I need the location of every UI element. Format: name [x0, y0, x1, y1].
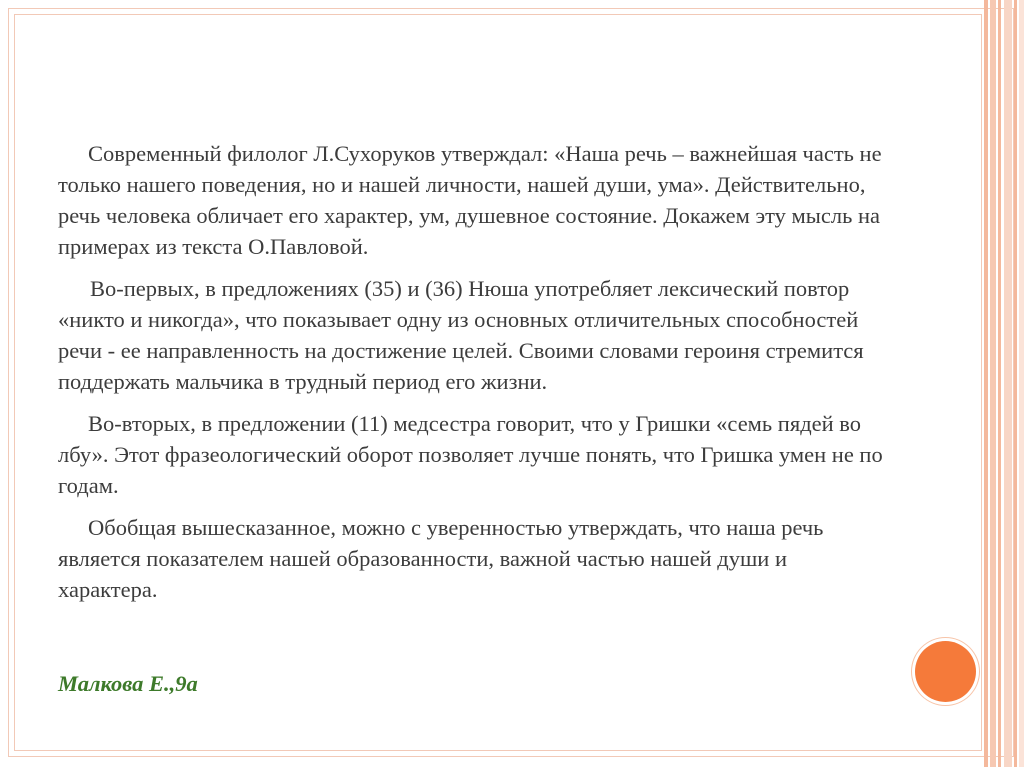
decorative-stripe	[984, 0, 988, 767]
decorative-stripe	[1014, 0, 1017, 767]
paragraph-intro: Современный филолог Л.Сухоруков утверждал: «Наша речь – важнейшая часть не только нашего поведения, но и нашей личности, нашей души, ума». Действительно, речь человека обличает его характер, ум, душевное состояние. Докажем эту мысль на примерах из текста О.Павловой.	[58, 141, 882, 259]
decorative-circle-icon	[915, 641, 976, 702]
decorative-stripe	[998, 0, 1001, 767]
paragraph-first-argument: Во-первых, в предложениях (35) и (36) Нюша употребляет лексический повтор «никто и никогда», что показывает одну из основных отличительных способностей речи - ее направленность на достижение целей. Своими словами героиня стремится поддержать мальчика в трудный период его жизни.	[58, 276, 864, 394]
paragraph-conclusion: Обобщая вышесказанное, можно с уверенностью утверждать, что наша речь является показателем нашей образованности, важной частью нашей души и характера.	[58, 515, 824, 602]
decorative-stripe	[1019, 0, 1024, 767]
author-signature: Малкова Е.,9а	[58, 671, 198, 696]
essay-text	[58, 138, 888, 616]
paragraph-second-argument: Во-вторых, в предложении (11) медсестра говорит, что у Гришки «семь пядей во лбу». Этот фразеологический оборот позволяет лучше понять, что Гришка умен не по годам.	[58, 411, 883, 498]
decorative-stripe	[990, 0, 996, 767]
decorative-stripe	[1004, 0, 1012, 767]
